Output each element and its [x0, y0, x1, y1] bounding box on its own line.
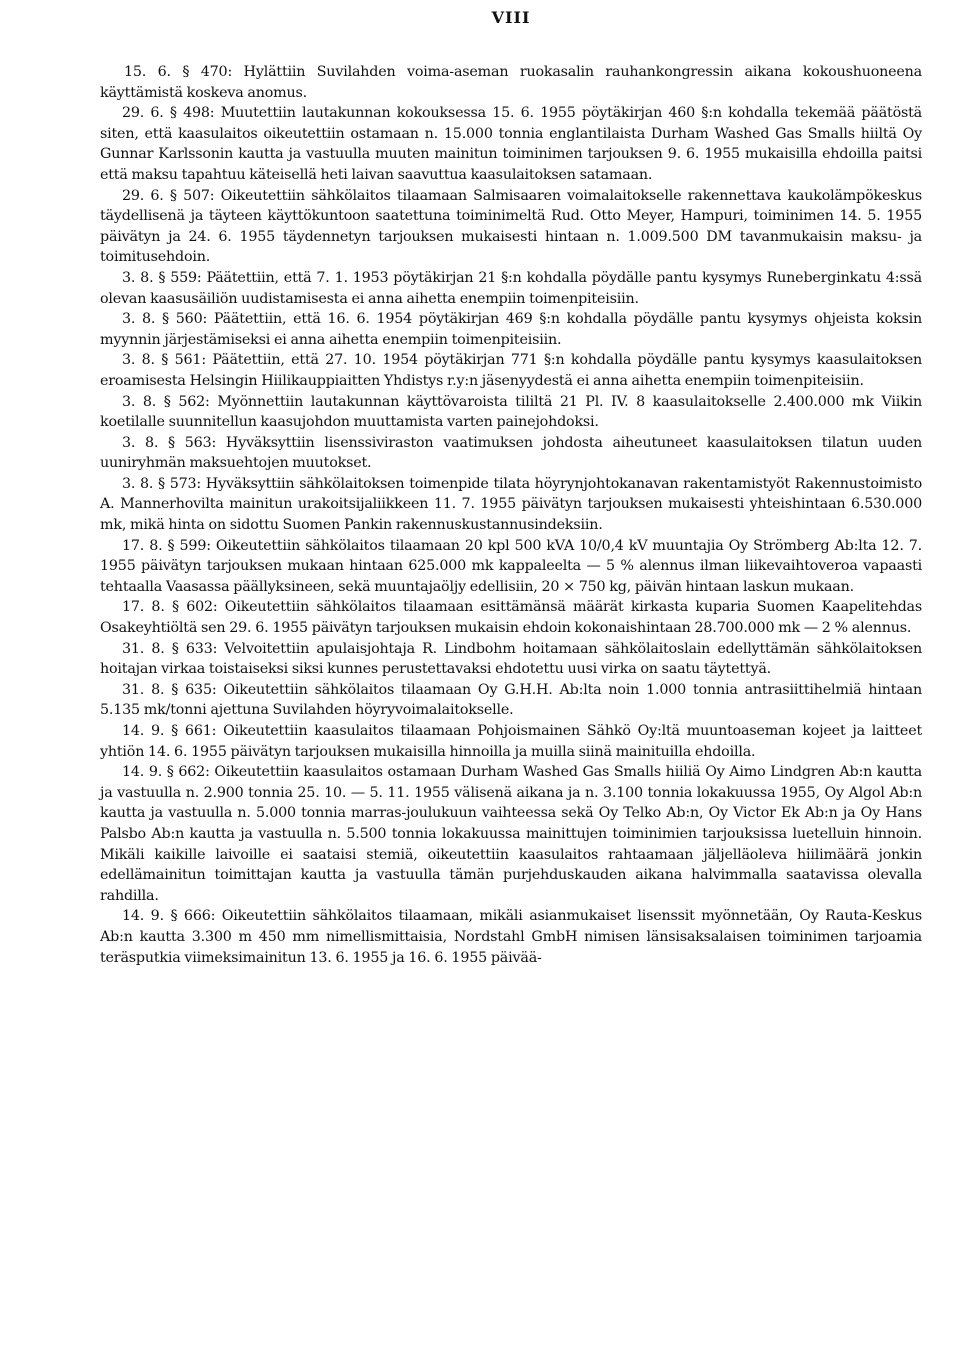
entry: 31. 8. § 633: Velvoitettiin apulaisjohtaja R. Lindbohm hoitamaan sähkölaitoslain edellyttämän sähkölaitoksen hoitajan virkaa toistaiseksi siksi kunnes perustettavaksi ehdotettu uusi virka on saatu täytettyä. [100, 640, 922, 678]
entry: 14. 9. § 662: Oikeutettiin kaasulaitos ostamaan Durham Washed Gas Smalls hiiliä Oy Aimo Lindgren Ab:n kautta ja vastuulla n. 2.900 tonnia 25. 10. — 5. 11. 1955 välisenä aikana ja n. 3.100 tonnia lokakuussa 1955, Oy Algol Ab:n kautta ja vastuulla n. 5.000 tonnia marras-joulukuun vaihteessa sekä Oy Telko Ab:n, Oy Victor Ek Ab:n ja Oy Hans Palsbo Ab:n kautta ja vastuulla n. 5.500 tonnia lokakuussa mainittujen toiminimien tarjouksissa luetelluin hinnoin. Mikäli kaikille laivoille ei saataisi stemiä, oikeutettiin kaasulaitos rahtaamaan jäljelläoleva hiilimäärä jonkin edellämainitun toimittajan kautta ja vastuulla tämän purjehduskauden aikana halvimmalla saatavissa olevalla rahdilla. [100, 764, 922, 904]
entry: 29. 6. § 507: Oikeutettiin sähkölaitos tilaamaan Salmisaaren voimalaitokselle rakennettava kaukolämpökeskus täydellisenä ja täyteen käyttökuntoon saatettuna toiminimeltä Rud. Otto Meyer, Hampuri, toiminimen 14. 5. 1955 päivätyn ja 24. 6. 1955 täydennetyn tarjouksen mukaisesti hintaan n. 1.009.500 DM tavanmukaisin maksu- ja toimitusehdoin. [100, 187, 922, 266]
entry: 31. 8. § 635: Oikeutettiin sähkölaitos tilaamaan Oy G.H.H. Ab:lta noin 1.000 tonnia antrasiittihelmiä hintaan 5.135 mk/tonni ajettuna Suvilahden höyryvoimalaitokselle. [100, 681, 922, 719]
entry: 17. 8. § 602: Oikeutettiin sähkölaitos tilaamaan esittämänsä määrät kirkasta kuparia Suomen Kaapelitehdas Osakeyhtiöltä sen 29. 6. 1955 päivätyn tarjouksen mukaisin ehdoin kokonaishintaan 28.700.000 mk — 2 % alennus. [100, 599, 922, 637]
entry: 3. 8. § 562: Myönnettiin lautakunnan käyttövaroista tililtä 21 Pl. IV. 8 kaasulaitokselle 2.400.000 mk Viikin koetilalle suunnitellun kaasujohdon muuttamista varten painejohdoksi. [100, 393, 922, 431]
entry: 15. 6. § 470: Hylättiin Suvilahden voima-aseman ruokasalin rauhankongressin aikana kokoushuoneena käyttämistä koskeva anomus. [100, 64, 922, 101]
entry: 17. 8. § 599: Oikeutettiin sähkölaitos tilaamaan 20 kpl 500 kVA 10/0,4 kV muuntajia Oy Strömberg Ab:lta 12. 7. 1955 päivätyn tarjouksen mukaan hintaan 625.000 mk kappaleelta — 5 % alennus ilman liikevaihtoveroa vapaasti tehtaalla Vaasassa päällyksineen, sekä muuntajaöljy edellisiin, 20 × 750 kg, päivän hintaan laskun mukaan. [100, 537, 922, 595]
page-number: VIII [491, 8, 531, 27]
entry: 3. 8. § 561: Päätettiin, että 27. 10. 1954 pöytäkirjan 771 §:n kohdalla pöydälle pantu kysymys kaasulaitoksen eroamisesta Helsingin Hiilikauppiaitten Yhdistys r.y:n jäsenyydestä ei anna aihetta enempiin toimenpiteisiin. [100, 352, 922, 389]
entry: 3. 8. § 573: Hyväksyttiin sähkölaitoksen toimenpide tilata höyrynjohtokanavan rakentamistyöt Rakennustoimisto A. Mannerhovilta mainitun urakoitsijaliikkeen 11. 7. 1955 päivätyn tarjouksen mukaisesti yhteishintaan 6.530.000 mk, mikä hinta on sidottu Suomen Pankin rakennuskustannusindeksiin. [100, 475, 922, 534]
entry: 3. 8. § 563: Hyväksyttiin lisenssiviraston vaatimuksen johdosta aiheutuneet kaasulaitoksen tilatun uuden uuniryhmän maksuehtojen muutokset. [100, 434, 922, 472]
entry: 3. 8. § 560: Päätettiin, että 16. 6. 1954 pöytäkirjan 469 §:n kohdalla pöydälle pantu kysymys ohjeista koksin myynnin järjestämiseksi ei anna aihetta enempiin toimenpiteisiin. [100, 311, 922, 348]
entry: 14. 9. § 661: Oikeutettiin kaasulaitos tilaamaan Pohjoismainen Sähkö Oy:ltä muuntoaseman kojeet ja laitteet yhtiön 14. 6. 1955 päivätyn tarjouksen mukaisilla hinnoilla ja muilla siinä mainituilla ehdoilla. [100, 723, 922, 760]
entry: 29. 6. § 498: Muutettiin lautakunnan kokouksessa 15. 6. 1955 pöytäkirjan 460 §:n kohdalla tekemää päätöstä siten, että kaasulaitos oikeutettiin ostamaan n. 15.000 tonnia englantilaista Durham Washed Gas Smalls hiiltä Oy Gunnar Karlssonin kautta ja vastuulla muuten mainitun toiminimen tarjouksen 9. 6. 1955 mukaisilla ehdoilla paitsi että maksu tapahtuu käteisellä heti laivan saavuttua kaasulaitoksen satamaan. [100, 105, 922, 183]
entries-list [100, 62, 922, 968]
entry: 14. 9. § 666: Oikeutettiin sähkölaitos tilaamaan, mikäli asianmukaiset lisenssit myönnetään, Oy Rauta-Keskus Ab:n kautta 3.300 m 450 mm nimellismittaisia, Nordstahl GmbH nimisen länsisaksalaisen toiminimen tarjoamia teräsputkia viimeksimainitun 13. 6. 1955 ja 16. 6. 1955 päivää- [100, 908, 922, 966]
entry: 3. 8. § 559: Päätettiin, että 7. 1. 1953 pöytäkirjan 21 §:n kohdalla pöydälle pantu kysymys Runeberginkatu 4:ssä olevan kaasusäiliön uudistamisesta ei anna aihetta enempiin toimenpiteisiin. [100, 269, 922, 307]
